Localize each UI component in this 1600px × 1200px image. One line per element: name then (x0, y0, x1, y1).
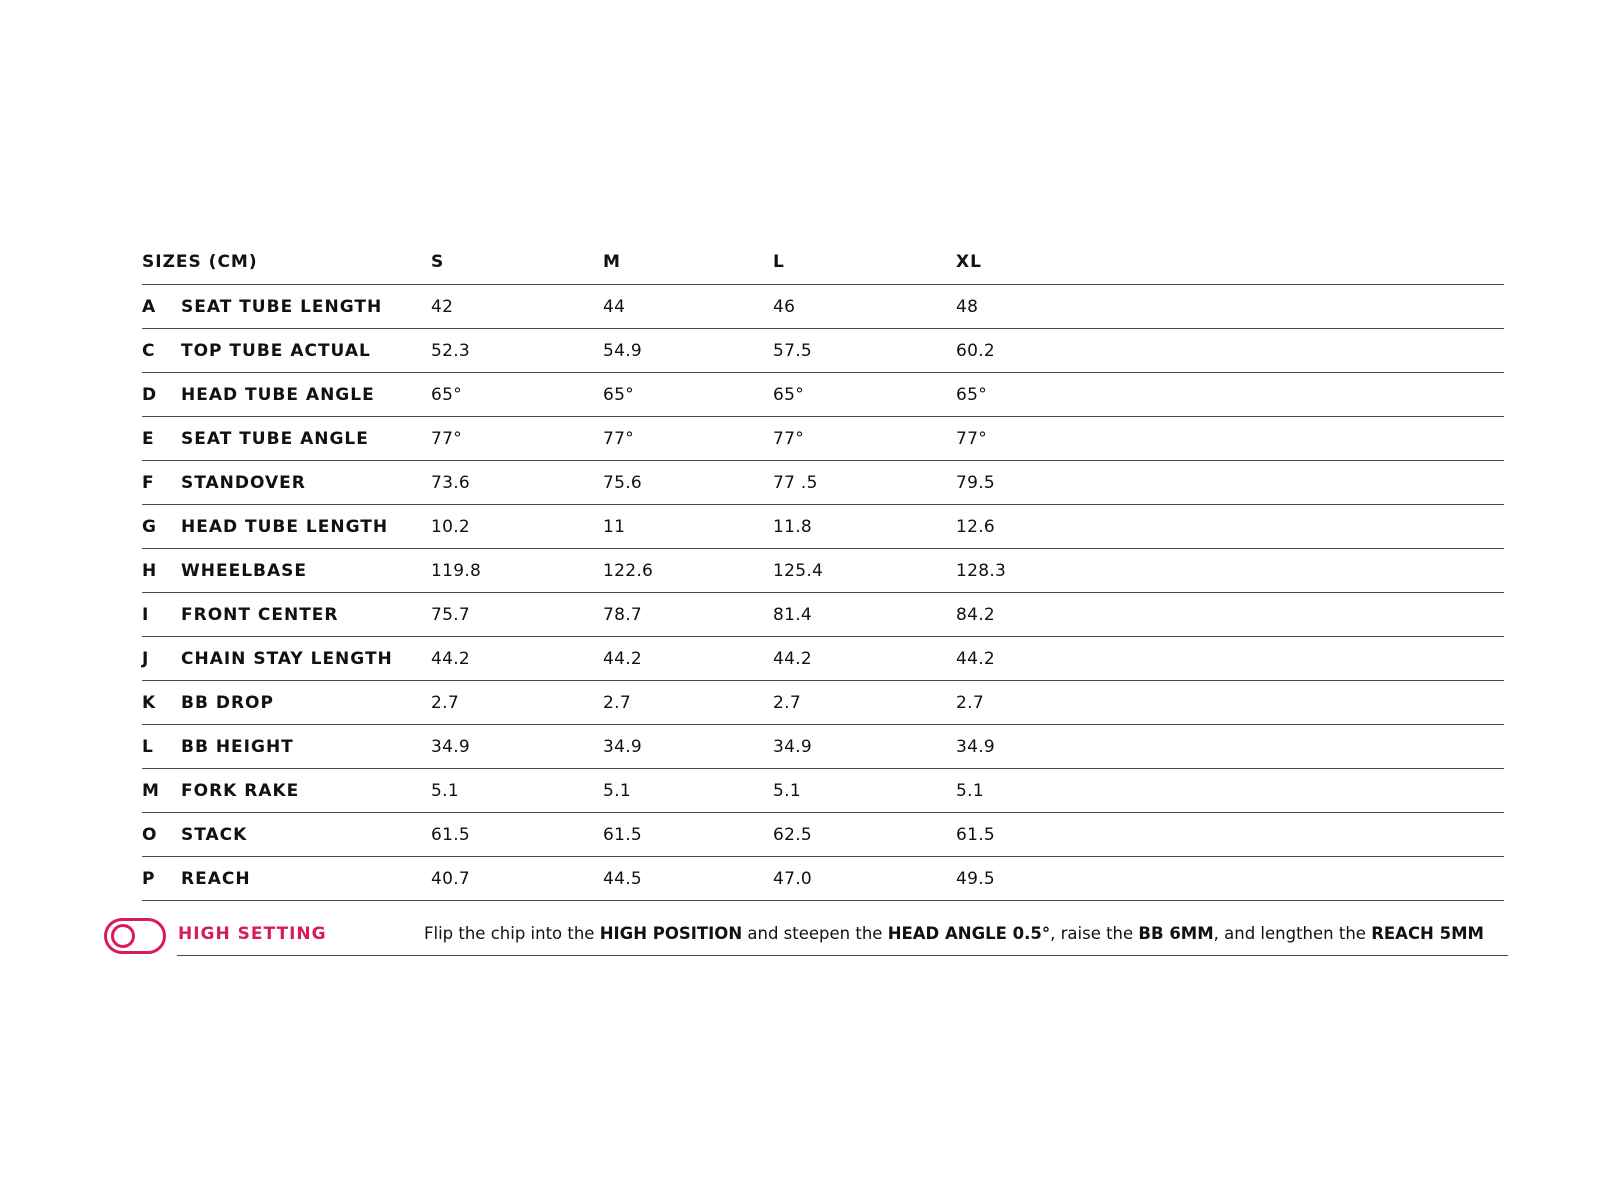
note-text-3: , raise the (1050, 924, 1139, 943)
table-row (142, 461, 1504, 505)
row-value: 44.2 (431, 649, 471, 669)
row-label: WHEELBASE (181, 561, 308, 581)
row-value: 77° (956, 429, 988, 449)
row-value: 34.9 (603, 737, 643, 757)
row-letter: F (142, 473, 155, 493)
row-label: SEAT TUBE LENGTH (181, 297, 383, 317)
row-value: 5.1 (773, 781, 801, 801)
row-value: 5.1 (431, 781, 459, 801)
row-value: 75.6 (603, 473, 643, 493)
row-value: 61.5 (431, 825, 471, 845)
row-value: 10.2 (431, 517, 471, 537)
row-letter: G (142, 517, 157, 537)
row-value: 34.9 (431, 737, 471, 757)
row-letter: E (142, 429, 155, 449)
row-letter: L (142, 737, 154, 757)
row-value: 65° (431, 385, 463, 405)
row-label: FRONT CENTER (181, 605, 339, 625)
table-header-row (142, 244, 1504, 285)
table-row (142, 857, 1504, 901)
row-value: 5.1 (956, 781, 984, 801)
row-letter: M (142, 781, 160, 801)
row-value: 62.5 (773, 825, 813, 845)
note-bold-reach: REACH 5MM (1371, 924, 1484, 943)
row-value: 84.2 (956, 605, 996, 625)
row-label: STACK (181, 825, 248, 845)
row-value: 73.6 (431, 473, 471, 493)
row-letter: A (142, 297, 156, 317)
row-value: 125.4 (773, 561, 824, 581)
row-label: FORK RAKE (181, 781, 300, 801)
row-value: 77° (773, 429, 805, 449)
high-setting-description (424, 912, 1484, 956)
table-row (142, 637, 1504, 681)
size-header-l: L (773, 252, 785, 272)
row-value: 44.2 (773, 649, 813, 669)
row-value: 12.6 (956, 517, 996, 537)
row-value: 65° (956, 385, 988, 405)
row-value: 2.7 (956, 693, 984, 713)
note-text-1: Flip the chip into the (424, 924, 600, 943)
size-header-xl: XL (956, 252, 982, 272)
toggle-knob (111, 924, 135, 948)
row-value: 77° (431, 429, 463, 449)
row-value: 81.4 (773, 605, 813, 625)
row-label: BB HEIGHT (181, 737, 294, 757)
geometry-table (142, 244, 1504, 901)
row-letter: I (142, 605, 149, 625)
row-value: 42 (431, 297, 454, 317)
row-value: 44.2 (956, 649, 996, 669)
row-value: 57.5 (773, 341, 813, 361)
row-letter: J (142, 649, 149, 669)
row-value: 122.6 (603, 561, 654, 581)
table-row (142, 725, 1504, 769)
row-value: 34.9 (956, 737, 996, 757)
row-label: STANDOVER (181, 473, 306, 493)
row-label: REACH (181, 869, 251, 889)
note-bold-high-position: HIGH POSITION (599, 924, 743, 943)
row-value: 44 (603, 297, 626, 317)
row-value: 61.5 (603, 825, 643, 845)
row-letter: O (142, 825, 157, 845)
row-value: 119.8 (431, 561, 482, 581)
row-value: 54.9 (603, 341, 643, 361)
row-letter: P (142, 869, 155, 889)
note-bold-head-angle: HEAD ANGLE 0.5° (887, 924, 1051, 943)
table-row (142, 285, 1504, 329)
size-header-s: S (431, 252, 445, 272)
row-value: 48 (956, 297, 979, 317)
row-value: 44.5 (603, 869, 643, 889)
row-label: SEAT TUBE ANGLE (181, 429, 369, 449)
row-value: 77° (603, 429, 635, 449)
row-letter: C (142, 341, 155, 361)
note-text-2: and steepen the (742, 924, 888, 943)
row-value: 40.7 (431, 869, 471, 889)
high-setting-note (104, 912, 1508, 962)
row-value: 34.9 (773, 737, 813, 757)
row-value: 11 (603, 517, 626, 537)
high-setting-title: HIGH SETTING (178, 924, 327, 944)
row-value: 77 .5 (773, 473, 818, 493)
row-letter: H (142, 561, 157, 581)
row-value: 11.8 (773, 517, 813, 537)
note-divider (177, 955, 1508, 956)
row-label: CHAIN STAY LENGTH (181, 649, 393, 669)
row-value: 128.3 (956, 561, 1007, 581)
row-label: HEAD TUBE ANGLE (181, 385, 375, 405)
row-value: 52.3 (431, 341, 471, 361)
row-value: 2.7 (773, 693, 801, 713)
row-letter: D (142, 385, 157, 405)
row-value: 47.0 (773, 869, 813, 889)
row-value: 5.1 (603, 781, 631, 801)
row-value: 60.2 (956, 341, 996, 361)
table-row (142, 505, 1504, 549)
row-value: 78.7 (603, 605, 643, 625)
row-value: 46 (773, 297, 796, 317)
row-label: TOP TUBE ACTUAL (181, 341, 371, 361)
row-letter: K (142, 693, 156, 713)
row-value: 75.7 (431, 605, 471, 625)
row-value: 65° (603, 385, 635, 405)
table-row (142, 417, 1504, 461)
row-label: BB DROP (181, 693, 274, 713)
table-row (142, 593, 1504, 637)
table-row (142, 769, 1504, 813)
table-row (142, 549, 1504, 593)
table-row (142, 373, 1504, 417)
row-value: 44.2 (603, 649, 643, 669)
row-value: 49.5 (956, 869, 996, 889)
row-value: 2.7 (431, 693, 459, 713)
table-row (142, 813, 1504, 857)
sizes-header: SIZES (CM) (142, 252, 258, 272)
size-header-m: M (603, 252, 621, 272)
row-value: 79.5 (956, 473, 996, 493)
row-value: 2.7 (603, 693, 631, 713)
row-label: HEAD TUBE LENGTH (181, 517, 389, 537)
table-row (142, 681, 1504, 725)
note-text-4: , and lengthen the (1213, 924, 1372, 943)
table-row (142, 329, 1504, 373)
row-value: 61.5 (956, 825, 996, 845)
row-value: 65° (773, 385, 805, 405)
note-bold-bb: BB 6MM (1138, 924, 1214, 943)
toggle-switch-icon (104, 918, 166, 954)
